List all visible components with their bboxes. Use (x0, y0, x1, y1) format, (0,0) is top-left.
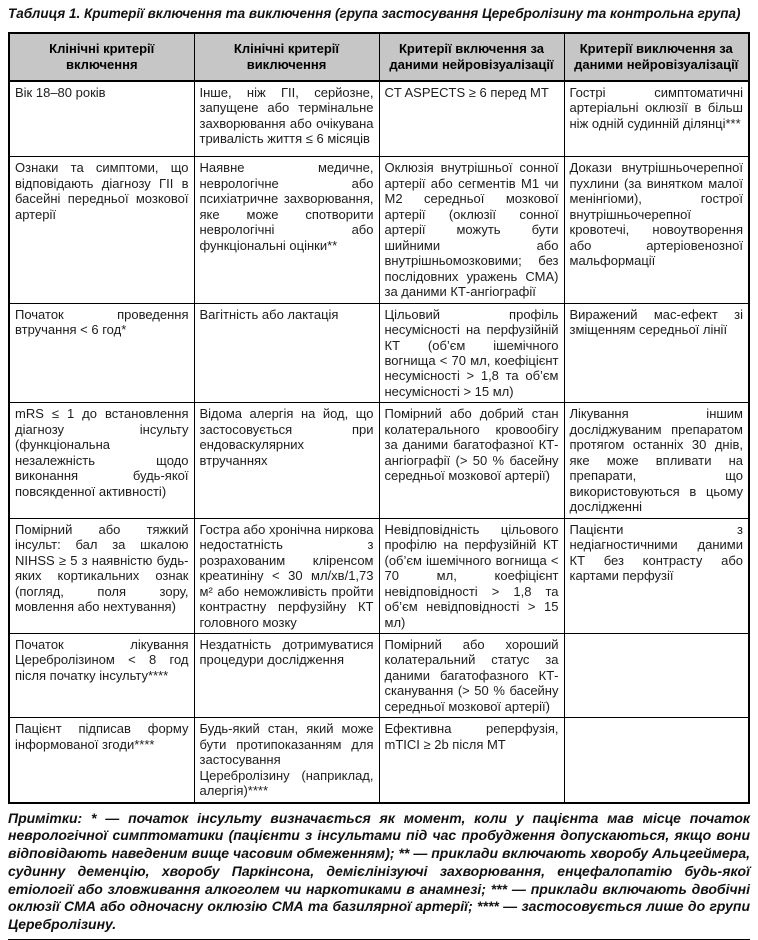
table-cell: Гострі симптоматичні артеріальні оклюзії в більш ніж одній судинній ділянці*** (564, 81, 749, 157)
table-cell: Цільовий профіль несумісності на перфузійній КТ (об’єм ішемічного вогнища < 70 мл, коефіцієнт несумісності > 1,8 та об’єм несумісності > 15 мл) (379, 303, 564, 403)
column-header-neuroimaging-exclusion: Критерії виключення за даними нейровізуалізації (564, 33, 749, 81)
table-cell: Невідповідність цільового профілю на перфузійній КТ (об’єм ішемічного вогнища < 70 мл, коефіцієнт невідповідності > 1,8 та об’єм невідповідності > 15 мл) (379, 518, 564, 633)
table-cell (564, 718, 749, 803)
table-cell: Пацієнт підписав форму інформованої згоди**** (9, 718, 194, 803)
table-row (9, 633, 749, 717)
table-cell: Гостра або хронічна ниркова недостатність з розрахованим кліренсом креатиніну < 30 мл/хв/1,73 м² або неможливість пройти контрастну перфузійну КТ головного мозку (194, 518, 379, 633)
table-title: Таблиця 1. Критерії включення та виключення (група застосування Церебролізину та контрольна група) (8, 6, 741, 21)
table-row (9, 518, 749, 633)
table-cell: CT ASPECTS ≥ 6 перед МТ (379, 81, 564, 157)
table-cell: Ефективна реперфузія, mTICI ≥ 2b після МТ (379, 718, 564, 803)
column-header-clinical-inclusion: Клінічні критерії включення (9, 33, 194, 81)
table-cell: Інше, ніж ГІІ, серйозне, запущене або термінальне захворювання або очікувана тривалість життя ≤ 6 місяців (194, 81, 379, 157)
table-cell: Наявне медичне, неврологічне або психіатричне захворювання, яке може спотворити неврологічні або функціональні оцінки** (194, 157, 379, 303)
table-cell: Вагітність або лактація (194, 303, 379, 403)
column-header-clinical-exclusion: Клінічні критерії виключення (194, 33, 379, 81)
table-cell: Початок проведення втручання < 6 год* (9, 303, 194, 403)
table-cell: Початок лікування Церебролізином < 8 год після початку інсульту**** (9, 633, 194, 717)
table-cell: Відома алергія на йод, що застосовується при ендоваскулярних втручаннях (194, 403, 379, 518)
table-cell: Нездатність дотримуватися процедури дослідження (194, 633, 379, 717)
table-cell: Вік 18–80 років (9, 81, 194, 157)
table-cell: Ознаки та симптоми, що відповідають діагнозу ГІІ в басейні передньої мозкової артерії (9, 157, 194, 303)
table-cell: Помірний або добрий стан колатерального кровообігу за даними багатофазної КТ-ангіографії (> 50 % басейну середньої мозкової артерії) (379, 403, 564, 518)
table-header-row (9, 33, 749, 81)
table-cell: Оклюзія внутрішньої сонної артерії або сегментів М1 чи М2 середньої мозкової артерії (оклюзії сонної артерії можуть бути шийними або внутрішньомозковими; без послідовних уражень СМА) за даними КТ-ангіографії (379, 157, 564, 303)
table-cell (564, 633, 749, 717)
criteria-table (8, 32, 750, 804)
table-cell: Помірний або тяжкий інсульт: бал за шкалою NIHSS ≥ 5 з наявністю будь-яких кортикальних ознак (погляд, поля зору, мовлення або нехтування) (9, 518, 194, 633)
table-cell: Будь-який стан, який може бути протипоказанням для застосування Церебролізину (наприклад, алергія)**** (194, 718, 379, 803)
table-cell: Пацієнти з недіагностичними даними КТ без контрасту або картами перфузії (564, 518, 749, 633)
table-row (9, 303, 749, 403)
table-row (9, 81, 749, 157)
table-row (9, 718, 749, 803)
table-cell: Докази внутрішньочерепної пухлини (за винятком малої менінгіоми), гострої внутрішньочерепної кровотечі, новоутворення або артеріовенозної мальформації (564, 157, 749, 303)
footnotes: Примітки: * — початок інсульту визначається як момент, коли у пацієнта мав місце початок неврологічної симптоматики (пацієнти з інсультами під час пробудження допускаються, якщо вони відповідають наведеним вище часовим обмеженням); ** — приклади включають хворобу Альцгеймера, судинну деменцію, хворобу Паркінсона, демієлінізуючі захворювання, енцефалопатію будь-якої етіології або зловживання алкоголем чи наркотиками в анамнезі; *** — приклади включають двобічні оклюзії СМА або одночасну оклюзію СМА та базилярної артерії; **** — застосовується лише до групи Церебролізину. (8, 809, 750, 933)
table-cell: Виражений мас-ефект зі зміщенням середньої лінії (564, 303, 749, 403)
table-row (9, 403, 749, 518)
column-header-neuroimaging-inclusion: Критерії включення за даними нейровізуалізації (379, 33, 564, 81)
table-cell: mRS ≤ 1 до встановлення діагнозу інсульту (функціональна незалежність щодо виконання будь-якої повсякденної активності) (9, 403, 194, 518)
table-cell: Помірний або хороший колатеральний статус за даними багатофазного КТ-сканування (> 50 % басейну середньої мозкової артерії) (379, 633, 564, 717)
table-row (9, 157, 749, 303)
table-cell: Лікування іншим досліджуваним препаратом протягом останніх 30 днів, яке може впливати на препарати, що використовуються в цьому дослідженні (564, 403, 749, 518)
